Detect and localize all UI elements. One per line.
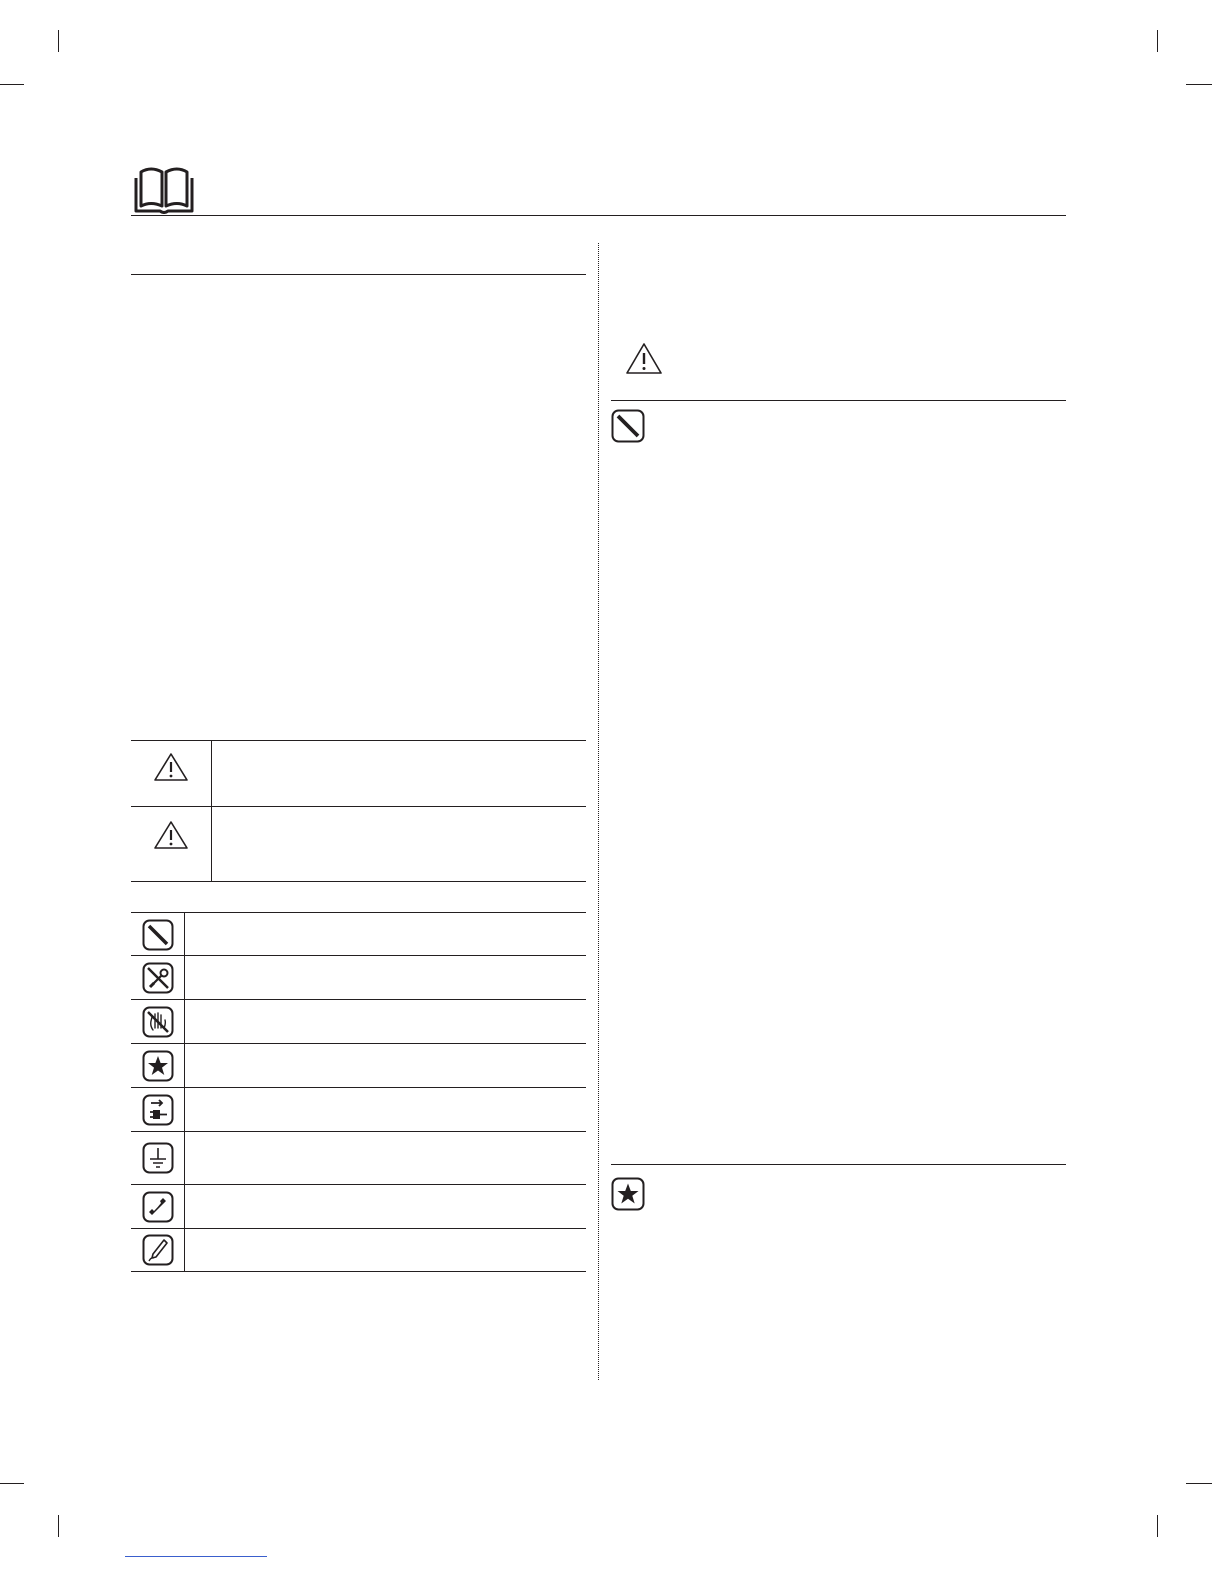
follow-instructions-star-icon	[142, 1050, 174, 1082]
prohibited-icon	[142, 919, 174, 951]
symbol-table-rule-1	[131, 955, 586, 956]
crop-mark-bottom-right-h	[1186, 1483, 1212, 1484]
do-not-touch-icon	[142, 1006, 174, 1038]
contact-service-phone-icon	[142, 1191, 174, 1223]
warning-triangle-icon	[625, 342, 663, 375]
header-rule	[131, 215, 1066, 216]
crop-mark-bottom-left-h	[0, 1483, 24, 1484]
crop-mark-bottom-left-v	[58, 1515, 59, 1537]
symbol-table-rule-2	[131, 999, 586, 1000]
symbol-table-rule-3	[131, 1043, 586, 1044]
symbol-table-rule-6	[131, 1184, 586, 1185]
warning-triangle-icon	[153, 820, 189, 850]
unplug-power-icon	[142, 1094, 174, 1126]
open-book-icon	[133, 164, 195, 214]
symbol-table-rule-4	[131, 1087, 586, 1088]
symbol-table-divider	[184, 912, 185, 1271]
crop-mark-bottom-right-v	[1157, 1515, 1158, 1537]
do-not-disassemble-icon	[142, 962, 174, 994]
left-section-rule	[131, 274, 586, 275]
right-caution-rule	[611, 1164, 1066, 1165]
symbol-table-rule-5	[131, 1131, 586, 1132]
symbol-table-rule-7	[131, 1228, 586, 1229]
right-warning-rule	[611, 400, 1066, 401]
follow-instructions-star-icon	[611, 1177, 645, 1211]
crop-mark-top-left-h	[0, 84, 24, 85]
crop-mark-top-left-v	[58, 30, 59, 52]
prohibited-icon	[611, 409, 645, 443]
symbol-table-rule-8	[131, 1271, 586, 1272]
hazard-table-bottom-rule	[131, 881, 586, 882]
crop-mark-top-right-v	[1157, 30, 1158, 52]
warning-triangle-icon	[153, 752, 189, 782]
ground-icon	[142, 1142, 174, 1174]
footer-link-underline[interactable]	[125, 1556, 267, 1557]
hazard-table-mid-rule	[131, 806, 586, 807]
hazard-table-top-rule	[131, 740, 586, 741]
crop-mark-top-right-h	[1186, 84, 1212, 85]
symbol-table-rule-0	[131, 912, 586, 913]
note-pen-icon	[142, 1234, 174, 1266]
hazard-table-divider	[211, 740, 212, 881]
column-divider	[598, 243, 599, 1380]
